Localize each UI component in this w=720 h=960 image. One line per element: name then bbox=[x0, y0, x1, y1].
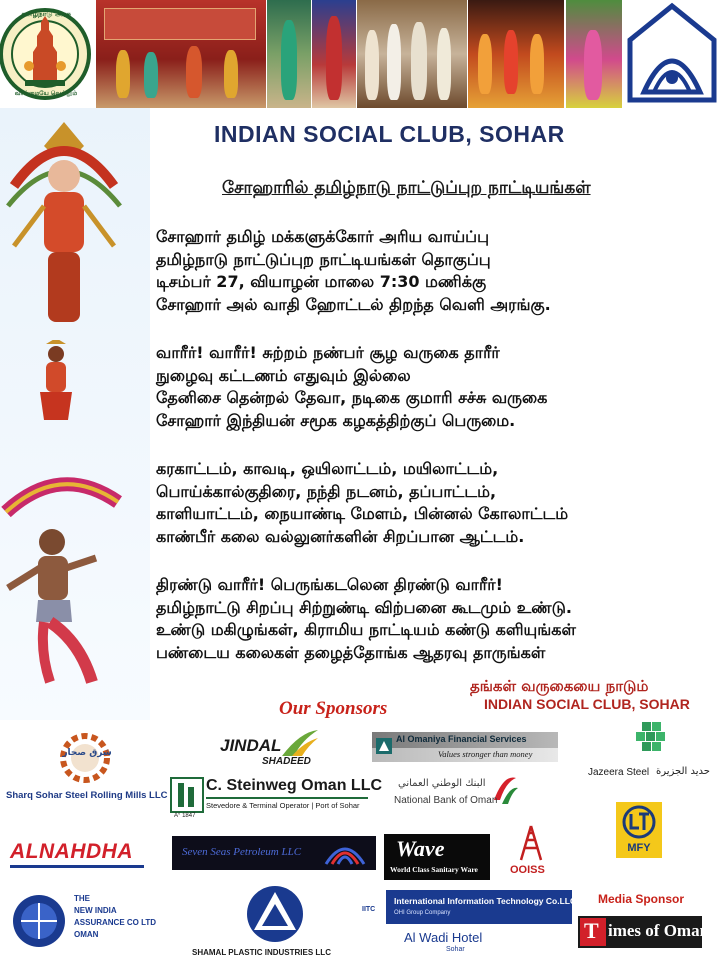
al-wadi-sub: Sohar bbox=[446, 946, 465, 953]
sponsor-al-wadi-logo bbox=[400, 930, 500, 960]
omaniya-tagline: Values stronger than money bbox=[438, 749, 533, 759]
paragraph-line: உண்டு மகிழுங்கள், கிராமிய நாட்டியம் கண்டு களியுங்கள் bbox=[156, 620, 576, 639]
al-wadi-name: Al Wadi Hotel bbox=[404, 930, 483, 945]
lt-emblem-icon bbox=[619, 804, 659, 840]
jazeera-name: Jazeera Steel bbox=[588, 767, 650, 778]
event-subtitle: சோஹாரில் தமிழ்நாடு நாட்டுப்புற நாட்டியங்கள் bbox=[222, 178, 591, 198]
photo-stage bbox=[96, 0, 266, 108]
nbo-name: National Bank of Oman bbox=[394, 795, 498, 806]
wave-tagline: World Class Sanitary Ware bbox=[390, 865, 478, 874]
sponsor-jazeera-logo bbox=[584, 720, 716, 782]
paragraph-line: வாரீர்! வாரீர்! சுற்றம் நண்பர் சூழ வருகை தாரீர் bbox=[156, 343, 500, 362]
sponsor-sharq-logo bbox=[4, 730, 168, 804]
nbo-arabic: البنك الوطني العماني bbox=[398, 778, 486, 789]
oil-rig-icon bbox=[516, 824, 546, 862]
paragraph-line: நுழைவு கட்டணம் எதுவும் இல்லை bbox=[156, 365, 411, 385]
sponsor-nbo-logo bbox=[392, 768, 524, 818]
new-india-globe-icon bbox=[10, 892, 68, 950]
jazeera-arabic: حديد الجزيرة bbox=[656, 766, 710, 777]
seven-seas-name: Seven Seas Petroleum LLC bbox=[182, 846, 302, 858]
sponsor-ooiss-logo bbox=[508, 824, 554, 880]
emblem-text: தமிழ்நாடு அரசு bbox=[21, 10, 71, 18]
paragraph-line: தேனிசை தென்றல் தேவா, நடிகை குமாரி சச்சு வருகை bbox=[156, 388, 548, 407]
sponsor-shamal-logo bbox=[190, 884, 366, 960]
emblem-motto: வாய்மையே வெல்லும் bbox=[14, 90, 78, 97]
photo-dancer-green bbox=[267, 0, 311, 108]
steinweg-name: C. Steinweg Oman LLC bbox=[206, 777, 383, 794]
paragraph-2 bbox=[156, 342, 547, 432]
paragraph-line: டிசம்பர் 27, வியாழன் மாலை 7:30 மணிக்கு bbox=[156, 272, 487, 291]
photo-red-dancers bbox=[468, 0, 564, 108]
new-india-line2: NEW INDIA bbox=[74, 906, 117, 915]
new-india-line3: ASSURANCE CO LTD bbox=[74, 918, 157, 927]
paragraph-line: திரண்டு வாரீர்! பெருங்கடலென திரண்டு வாரீர்! bbox=[156, 575, 503, 594]
iitc-mark: IITC bbox=[362, 906, 376, 913]
small-dancer-figure bbox=[36, 340, 76, 424]
alnahdha-name: ALNAHDHA bbox=[10, 840, 133, 863]
steinweg-est: A° 1847 bbox=[174, 813, 196, 819]
jazeera-cubes-icon bbox=[628, 720, 672, 760]
signature-line-tamil: தங்கள் வருகையை நாடும் bbox=[470, 677, 649, 695]
sponsor-mfy-logo bbox=[616, 802, 662, 858]
seven-seas-wave-icon bbox=[322, 838, 368, 868]
paragraph-line: சோஹார் தமிழ் மக்களுக்கோர் அரிய வாய்ப்பு bbox=[156, 227, 489, 246]
paragraph-line: சோஹார் அல் வாதி ஹோட்டல் திறந்த வெளி அரங்கு. bbox=[156, 294, 551, 314]
steinweg-tower-icon bbox=[170, 777, 204, 813]
photo-mayilattam bbox=[566, 0, 622, 108]
jindal-sub: SHADEED bbox=[262, 756, 311, 767]
sharq-name: Sharq Sohar Steel Rolling Mills LLC bbox=[6, 790, 168, 801]
karagam-dancer-icon bbox=[0, 472, 150, 692]
goddess-figure bbox=[4, 116, 124, 332]
goddess-icon bbox=[4, 116, 124, 332]
gear-icon bbox=[50, 732, 120, 784]
left-decoration-panel bbox=[0, 108, 150, 720]
paragraph-4 bbox=[156, 574, 576, 664]
sponsor-jindal-logo bbox=[218, 728, 322, 770]
isc-peacock-icon bbox=[624, 0, 720, 108]
media-sponsor-label: Media Sponsor bbox=[598, 892, 685, 906]
iitc-sub: OHI Group Company bbox=[394, 910, 451, 916]
jindal-swoosh-icon bbox=[280, 728, 320, 758]
sharq-arabic: شرق صحار bbox=[62, 748, 112, 758]
photo-group-dance bbox=[357, 0, 467, 108]
iitc-name: International Information Technology Co.LLC bbox=[394, 896, 577, 906]
paragraph-line: பொய்க்கால்குதிரை, நந்தி நடனம், தப்பாட்டம், bbox=[156, 481, 497, 501]
karagam-dancer-figure bbox=[0, 472, 150, 692]
paragraph-line: தமிழ்நாடு நாட்டுப்புற நாட்டியங்கள் தொகுப்பு bbox=[156, 249, 491, 269]
paragraph-1 bbox=[156, 226, 551, 316]
ooiss-name: OOISS bbox=[510, 864, 545, 876]
shamal-triangle-icon bbox=[242, 884, 308, 944]
times-of-oman-name: imes of Oman bbox=[608, 921, 710, 940]
omaniya-icon bbox=[375, 737, 393, 755]
header-banner bbox=[0, 0, 720, 108]
mfy-name: MFY bbox=[627, 842, 651, 854]
jindal-name: JINDAL bbox=[220, 736, 282, 755]
sponsor-times-of-oman-logo bbox=[578, 916, 710, 948]
paragraph-line: காளியாட்டம், நையாண்டி மேளம், பின்னல் கோலாட்டம் bbox=[156, 504, 569, 523]
signature-line-club: INDIAN SOCIAL CLUB, SOHAR bbox=[484, 696, 690, 712]
times-of-oman-mark: T bbox=[584, 918, 599, 943]
sponsor-alnahdha-logo bbox=[8, 838, 146, 870]
dancer-icon bbox=[36, 340, 76, 424]
sponsor-new-india-logo bbox=[6, 892, 156, 950]
sponsor-steinweg-logo bbox=[168, 775, 383, 821]
paragraph-line: கரகாட்டம், காவடி, ஒயிலாட்டம், மயிலாட்டம், bbox=[156, 459, 499, 478]
sponsor-omaniya-logo bbox=[372, 732, 558, 762]
paragraph-3 bbox=[156, 458, 568, 548]
sponsor-wave-logo bbox=[384, 834, 490, 880]
new-india-line1: THE bbox=[74, 894, 90, 903]
paragraph-line: காண்பீர் கலை வல்லுனர்களின் சிறப்பான ஆட்டம். bbox=[156, 526, 525, 546]
page-title: INDIAN SOCIAL CLUB, SOHAR bbox=[214, 121, 565, 147]
new-india-line4: OMAN bbox=[74, 930, 99, 939]
paragraph-line: சோஹார் இந்தியன் சமூக கழகத்திற்குப் பெருமை. bbox=[156, 410, 516, 430]
sponsors-heading: Our Sponsors bbox=[279, 698, 388, 719]
sponsor-iitc-logo bbox=[360, 890, 577, 924]
wave-name: Wave bbox=[396, 836, 445, 861]
tamil-nadu-emblem bbox=[0, 2, 92, 106]
photo-dancer-blue bbox=[312, 0, 356, 108]
paragraph-line: தமிழ்நாட்டு சிறப்பு சிற்றுண்டி விற்பனை கூடமும் உண்டு. bbox=[156, 597, 572, 617]
steinweg-tagline: Stevedore & Terminal Operator | Port of Sohar bbox=[206, 801, 360, 810]
isc-logo bbox=[624, 0, 720, 108]
omaniya-name: Al Omaniya Financial Services bbox=[396, 734, 527, 744]
sponsor-seven-seas-logo bbox=[172, 836, 376, 870]
paragraph-line: பண்டைய கலைகள் தழைத்தோங்க ஆதரவு தாருங்கள் bbox=[156, 642, 546, 662]
shamal-name: SHAMAL PLASTIC INDUSTRIES LLC bbox=[192, 948, 331, 957]
